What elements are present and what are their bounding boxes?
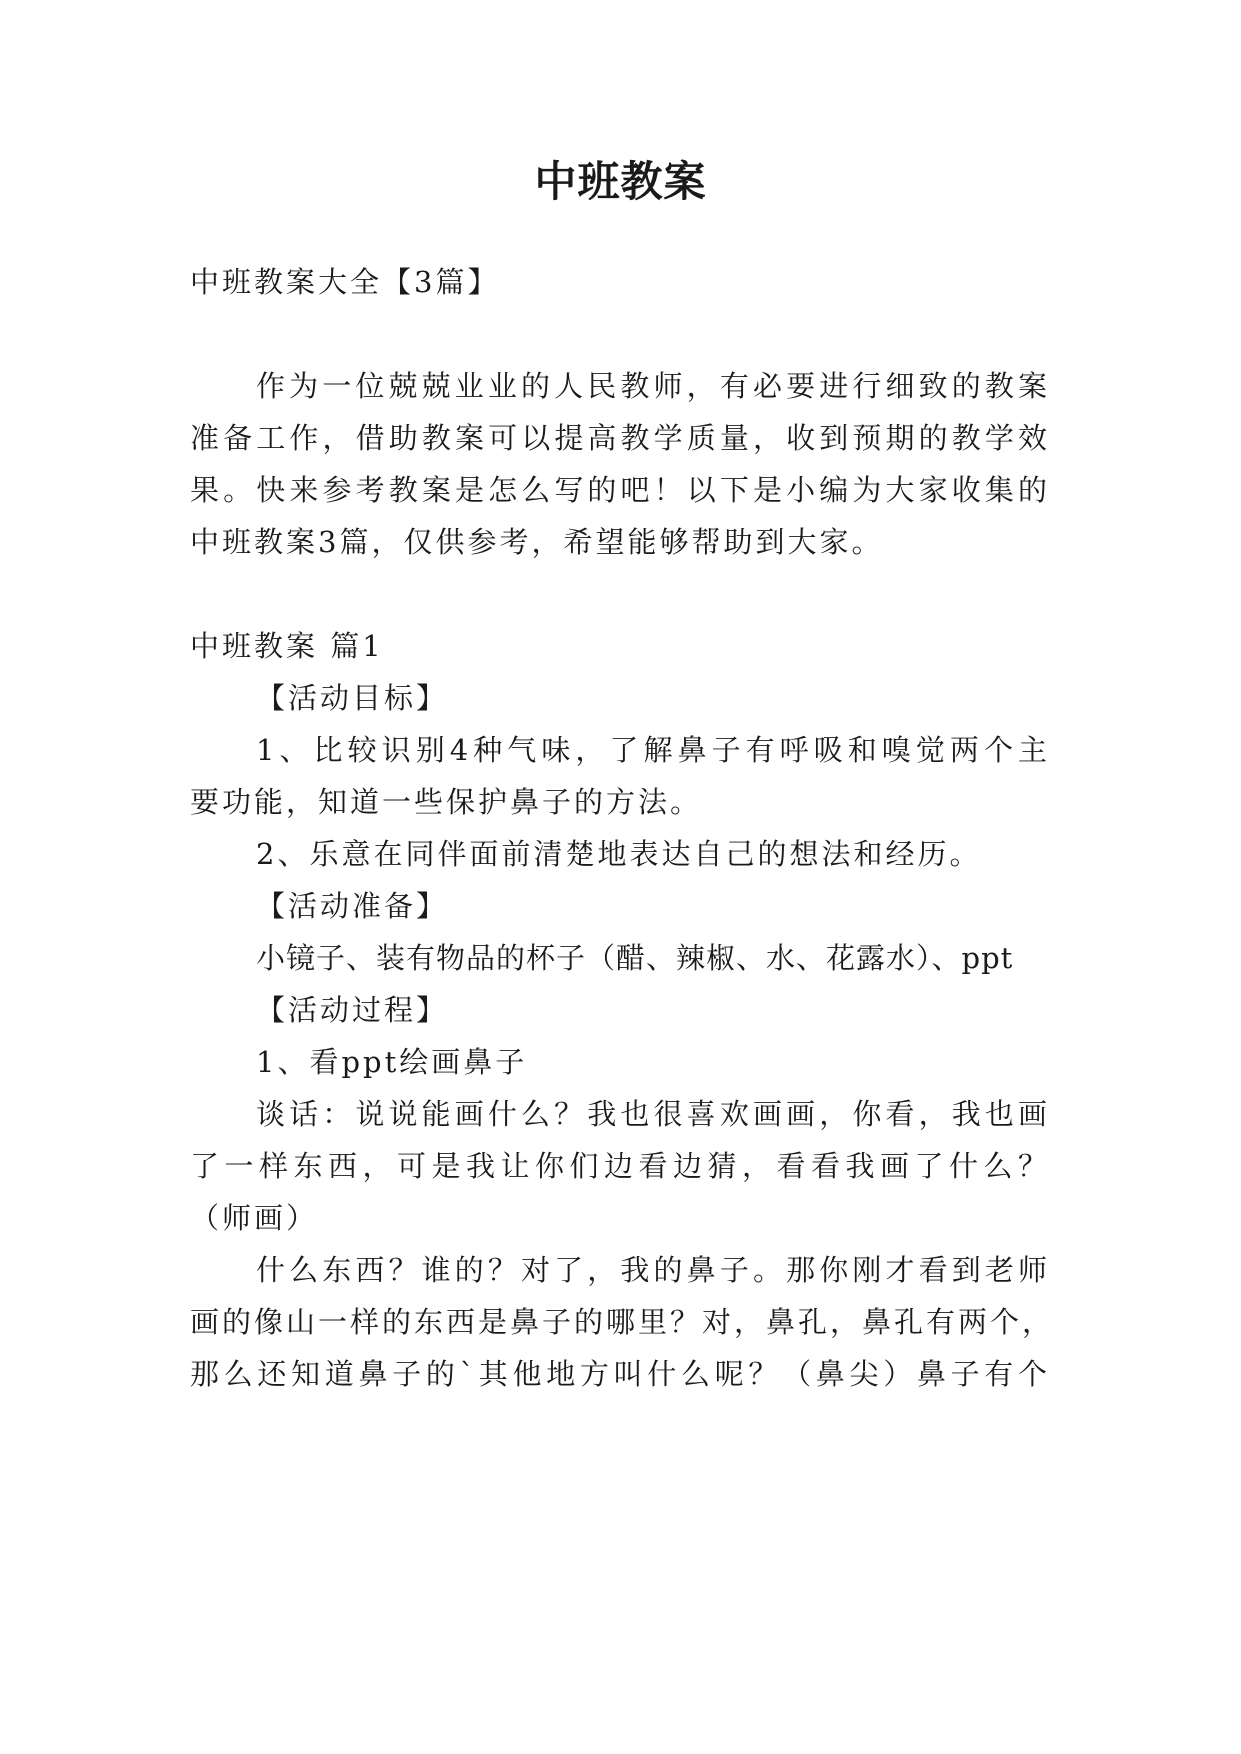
body-line: 画的像山一样的东西是鼻子的哪里？对，鼻孔，鼻孔有两个， xyxy=(190,1305,1055,1339)
body-line: （师画） xyxy=(190,1201,319,1235)
body-line: 2、乐意在同伴面前清楚地表达自己的想法和经历。 xyxy=(256,837,982,871)
body-line: 要功能，知道一些保护鼻子的方法。 xyxy=(190,785,703,819)
document-subtitle: 中班教案大全【3篇】 xyxy=(190,265,500,299)
body-line: 那么还知道鼻子的`其他地方叫什么呢？（鼻尖）鼻子有个 xyxy=(190,1357,1050,1391)
intro-line: 中班教案3篇，仅供参考，希望能够帮助到大家。 xyxy=(190,525,884,559)
document-title: 中班教案 xyxy=(534,157,707,206)
intro-line: 作为一位兢兢业业的人民教师，有必要进行细致的教案 xyxy=(256,369,1050,403)
body-line: 【活动准备】 xyxy=(256,889,449,923)
intro-line: 准备工作，借助教案可以提高教学质量，收到预期的教学效 xyxy=(190,421,1050,455)
body-line: 什么东西？谁的？对了，我的鼻子。那你刚才看到老师 xyxy=(256,1253,1050,1287)
intro-line: 果。快来参考教案是怎么写的吧！以下是小编为大家收集的 xyxy=(190,473,1050,507)
body-line: 【活动过程】 xyxy=(256,993,449,1027)
body-line: 了一样东西，可是我让你们边看边猜，看看我画了什么？ xyxy=(190,1149,1050,1183)
body-line: 小镜子、装有物品的杯子（醋、辣椒、水、花露水）、ppt xyxy=(256,941,1014,975)
section-heading: 中班教案 篇1 xyxy=(190,629,384,663)
body-line: 1、比较识别4种气味，了解鼻子有呼吸和嗅觉两个主 xyxy=(256,733,1050,767)
body-line: 【活动目标】 xyxy=(256,681,449,715)
body-line: 谈话：说说能画什么？我也很喜欢画画，你看，我也画 xyxy=(256,1097,1050,1131)
body-line: 1、看ppt绘画鼻子 xyxy=(256,1045,528,1079)
